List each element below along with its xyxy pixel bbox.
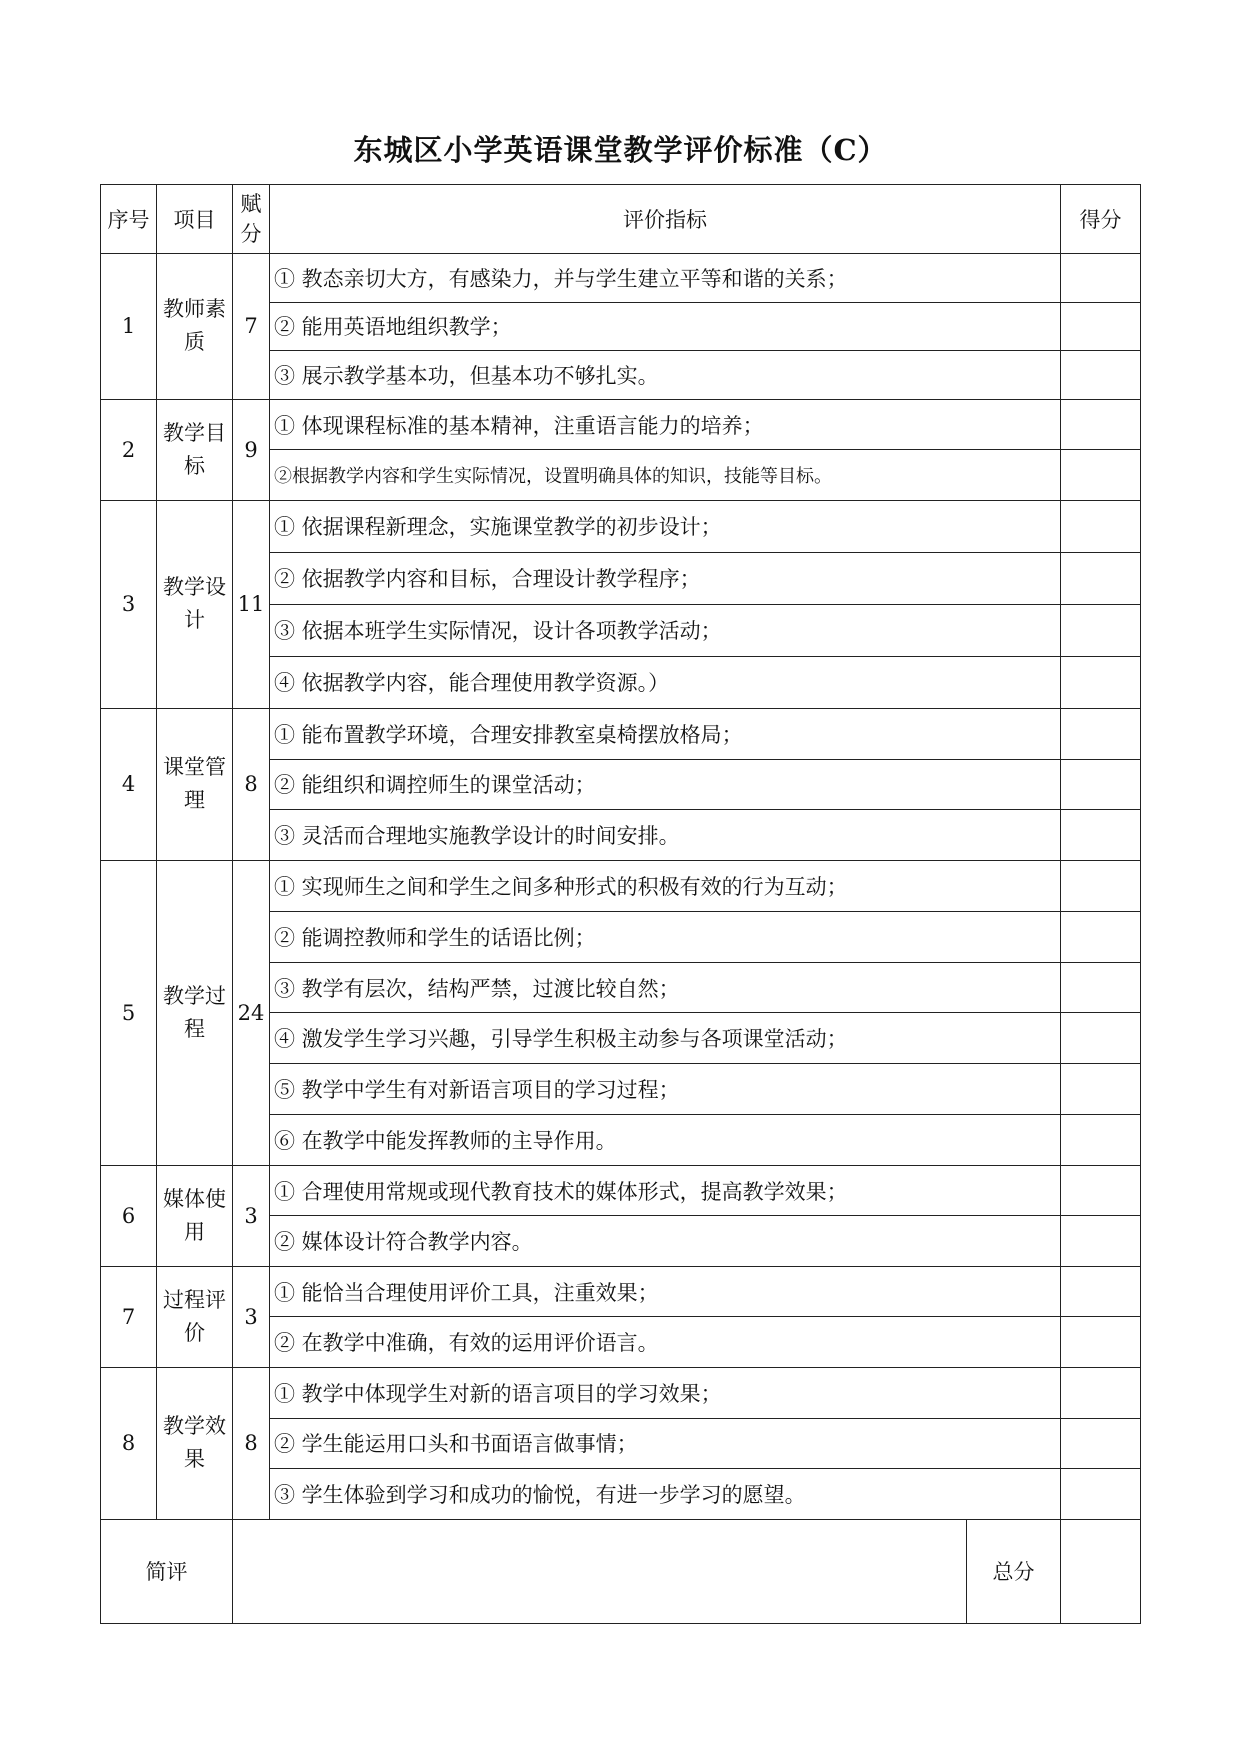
criteria-text: ② 能用英语地组织教学； <box>270 302 1061 351</box>
score-cell[interactable] <box>1061 1216 1141 1267</box>
score-cell[interactable] <box>1061 552 1141 604</box>
section-no: 1 <box>101 254 157 400</box>
comment-field[interactable] <box>233 1519 967 1623</box>
criteria-row <box>101 254 1141 303</box>
score-cell[interactable] <box>1061 708 1141 759</box>
header-no: 序号 <box>101 185 157 254</box>
section-no: 7 <box>101 1266 157 1367</box>
score-cell[interactable] <box>1061 911 1141 962</box>
header-score: 得分 <box>1061 185 1141 254</box>
section-item: 媒体使用 <box>157 1165 233 1266</box>
criteria-text: ④ 依据教学内容，能合理使用教学资源。） <box>270 656 1061 708</box>
criteria-text: ① 能布置教学环境，合理安排教室桌椅摆放格局； <box>270 708 1061 759</box>
score-cell[interactable] <box>1061 500 1141 552</box>
criteria-text: ① 能恰当合理使用评价工具，注重效果； <box>270 1266 1061 1317</box>
criteria-text: ②根据教学内容和学生实际情况，设置明确具体的知识，技能等目标。 <box>270 450 1061 501</box>
section-item: 教师素质 <box>157 254 233 400</box>
section-item: 教学过程 <box>157 860 233 1165</box>
score-cell[interactable] <box>1061 450 1141 501</box>
header-points: 赋分 <box>233 185 270 254</box>
criteria-text: ① 合理使用常规或现代教育技术的媒体形式，提高教学效果； <box>270 1165 1061 1216</box>
section-points: 11 <box>233 500 270 708</box>
score-cell[interactable] <box>1061 302 1141 351</box>
section-points: 3 <box>233 1165 270 1266</box>
section-no: 5 <box>101 860 157 1165</box>
criteria-text: ③ 灵活而合理地实施教学设计的时间安排。 <box>270 810 1061 861</box>
page-title: 东城区小学英语课堂教学评价标准（C） <box>353 133 888 167</box>
score-cell[interactable] <box>1061 1418 1141 1469</box>
score-cell[interactable] <box>1061 810 1141 861</box>
score-cell[interactable] <box>1061 860 1141 911</box>
header-row <box>101 185 1141 254</box>
score-cell[interactable] <box>1061 254 1141 303</box>
criteria-text: ① 教学中体现学生对新的语言项目的学习效果； <box>270 1367 1061 1418</box>
section-no: 6 <box>101 1165 157 1266</box>
section-item: 教学效果 <box>157 1367 233 1519</box>
section-item: 过程评价 <box>157 1266 233 1367</box>
score-cell[interactable] <box>1061 1469 1141 1520</box>
criteria-text: ② 能调控教师和学生的话语比例； <box>270 911 1061 962</box>
total-score-cell[interactable] <box>1061 1519 1141 1623</box>
criteria-text: ③ 学生体验到学习和成功的愉悦，有进一步学习的愿望。 <box>270 1469 1061 1520</box>
score-cell[interactable] <box>1061 1367 1141 1418</box>
criteria-text: ② 在教学中准确，有效的运用评价语言。 <box>270 1317 1061 1368</box>
score-cell[interactable] <box>1061 1317 1141 1368</box>
section-item: 课堂管理 <box>157 708 233 860</box>
section-points: 7 <box>233 254 270 400</box>
comment-label: 简评 <box>101 1519 233 1623</box>
section-points: 24 <box>233 860 270 1165</box>
score-cell[interactable] <box>1061 962 1141 1013</box>
criteria-row <box>101 1367 1141 1418</box>
header-criteria: 评价指标 <box>270 185 1061 254</box>
criteria-row <box>101 1165 1141 1216</box>
criteria-text: ① 教态亲切大方，有感染力，并与学生建立平等和谐的关系； <box>270 254 1061 303</box>
total-label: 总分 <box>967 1519 1061 1623</box>
criteria-text: ⑥ 在教学中能发挥教师的主导作用。 <box>270 1115 1061 1166</box>
section-points: 3 <box>233 1266 270 1367</box>
section-no: 8 <box>101 1367 157 1519</box>
criteria-text: ③ 展示教学基本功，但基本功不够扎实。 <box>270 351 1061 400</box>
section-item: 教学目标 <box>157 399 233 500</box>
score-cell[interactable] <box>1061 1115 1141 1166</box>
header-item: 项目 <box>157 185 233 254</box>
score-cell[interactable] <box>1061 399 1141 450</box>
section-no: 2 <box>101 399 157 500</box>
criteria-text: ③ 依据本班学生实际情况，设计各项教学活动； <box>270 604 1061 656</box>
score-cell[interactable] <box>1061 759 1141 810</box>
score-cell[interactable] <box>1061 1165 1141 1216</box>
score-cell[interactable] <box>1061 351 1141 400</box>
criteria-text: ② 媒体设计符合教学内容。 <box>270 1216 1061 1267</box>
criteria-text: ① 实现师生之间和学生之间多种形式的积极有效的行为互动； <box>270 860 1061 911</box>
criteria-text: ② 依据教学内容和目标，合理设计教学程序； <box>270 552 1061 604</box>
criteria-row <box>101 860 1141 911</box>
section-points: 9 <box>233 399 270 500</box>
section-no: 4 <box>101 708 157 860</box>
criteria-row <box>101 500 1141 552</box>
criteria-row <box>101 708 1141 759</box>
score-cell[interactable] <box>1061 1064 1141 1115</box>
criteria-text: ④ 激发学生学习兴趣，引导学生积极主动参与各项课堂活动； <box>270 1013 1061 1064</box>
criteria-text: ⑤ 教学中学生有对新语言项目的学习过程； <box>270 1064 1061 1115</box>
score-cell[interactable] <box>1061 656 1141 708</box>
criteria-text: ② 能组织和调控师生的课堂活动； <box>270 759 1061 810</box>
score-cell[interactable] <box>1061 604 1141 656</box>
criteria-text: ① 体现课程标准的基本精神，注重语言能力的培养； <box>270 399 1061 450</box>
evaluation-table <box>100 184 1141 1624</box>
score-cell[interactable] <box>1061 1013 1141 1064</box>
criteria-text: ② 学生能运用口头和书面语言做事情； <box>270 1418 1061 1469</box>
section-item: 教学设计 <box>157 500 233 708</box>
section-points: 8 <box>233 708 270 860</box>
criteria-text: ③ 教学有层次，结构严禁，过渡比较自然； <box>270 962 1061 1013</box>
criteria-row <box>101 399 1141 450</box>
criteria-text: ① 依据课程新理念，实施课堂教学的初步设计； <box>270 500 1061 552</box>
criteria-row <box>101 1266 1141 1317</box>
footer-row <box>101 1519 1141 1623</box>
section-no: 3 <box>101 500 157 708</box>
section-points: 8 <box>233 1367 270 1519</box>
score-cell[interactable] <box>1061 1266 1141 1317</box>
